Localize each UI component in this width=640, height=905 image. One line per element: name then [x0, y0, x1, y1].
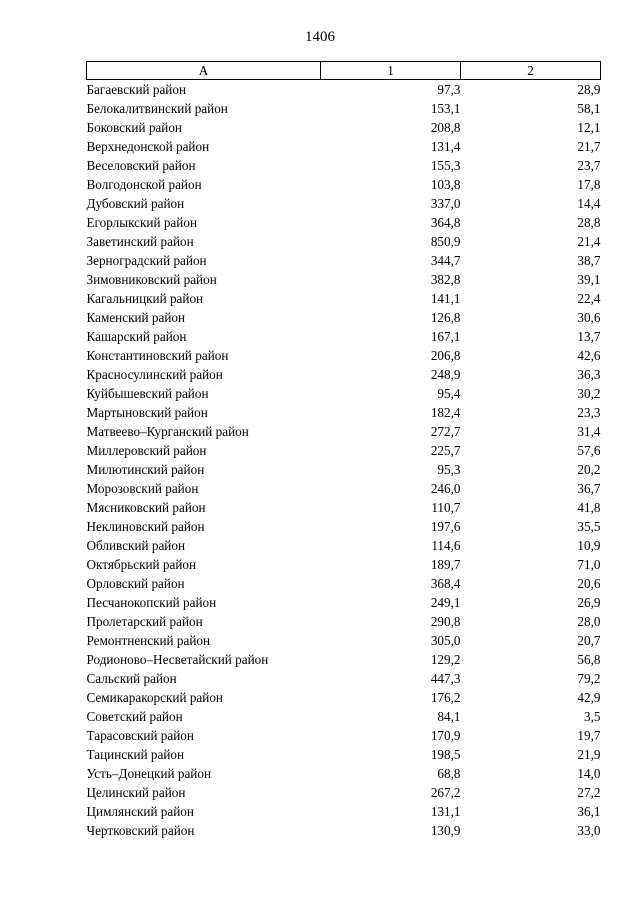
district-name-cell: Сальский район	[86, 671, 177, 686]
district-name-cell: Орловский район	[86, 576, 185, 591]
district-name-cell: Заветинский район	[86, 234, 194, 249]
value-1-cell: 114,6	[431, 538, 461, 553]
district-name-cell: Октябрьский район	[86, 557, 197, 572]
value-1-cell: 305,0	[430, 633, 461, 648]
district-name-cell: Тацинский район	[86, 747, 185, 762]
table-row	[87, 745, 601, 764]
table-row	[87, 479, 601, 498]
table-row	[87, 726, 601, 745]
value-2-cell: 38,7	[577, 253, 601, 268]
value-2-cell: 39,1	[577, 272, 601, 287]
value-1-cell: 368,4	[430, 576, 461, 591]
value-1-cell: 176,2	[430, 690, 461, 705]
value-2-cell: 56,8	[577, 652, 601, 667]
value-2-cell: 3,5	[584, 709, 601, 724]
table-row	[87, 270, 601, 289]
table-row	[87, 403, 601, 422]
value-2-cell: 58,1	[577, 101, 601, 116]
district-table	[86, 61, 601, 840]
value-1-cell: 129,2	[430, 652, 461, 667]
table-row	[87, 80, 601, 100]
value-1-cell: 198,5	[430, 747, 461, 762]
value-1-cell: 267,2	[430, 785, 461, 800]
district-name-cell: Кагальницкий район	[86, 291, 204, 306]
value-2-cell: 20,2	[577, 462, 601, 477]
column-header-a: А	[87, 62, 321, 80]
value-2-cell: 20,7	[577, 633, 601, 648]
value-1-cell: 97,3	[437, 82, 461, 97]
column-header-1: 1	[321, 62, 461, 80]
district-name-cell: Мясниковский район	[86, 500, 206, 515]
district-name-cell: Красносулинский район	[86, 367, 223, 382]
table-row	[87, 441, 601, 460]
district-name-cell: Кашарский район	[86, 329, 187, 344]
district-name-cell: Семикаракорский район	[86, 690, 223, 705]
value-2-cell: 79,2	[577, 671, 601, 686]
value-1-cell: 364,8	[430, 215, 461, 230]
value-1-cell: 337,0	[430, 196, 461, 211]
table-row	[87, 99, 601, 118]
value-1-cell: 110,7	[431, 500, 461, 515]
table-row	[87, 137, 601, 156]
value-2-cell: 36,1	[577, 804, 601, 819]
table-row	[87, 802, 601, 821]
district-name-cell: Песчанокопский район	[86, 595, 217, 610]
table-row	[87, 460, 601, 479]
district-name-cell: Зерноградский район	[86, 253, 207, 268]
value-2-cell: 27,2	[577, 785, 601, 800]
district-name-cell: Милютинский район	[86, 462, 205, 477]
value-1-cell: 170,9	[430, 728, 461, 743]
table-header-row	[87, 62, 601, 80]
column-header-2: 2	[461, 62, 601, 80]
table-body	[87, 80, 601, 841]
table-row	[87, 118, 601, 137]
district-name-cell: Родионово–Несветайский район	[86, 652, 269, 667]
table-row	[87, 308, 601, 327]
value-1-cell: 68,8	[437, 766, 461, 781]
value-1-cell: 246,0	[430, 481, 461, 496]
value-2-cell: 17,8	[577, 177, 601, 192]
value-1-cell: 131,4	[430, 139, 461, 154]
table-row	[87, 498, 601, 517]
table-row	[87, 688, 601, 707]
district-name-cell: Матвеево–Курганский район	[86, 424, 249, 439]
value-1-cell: 130,9	[430, 823, 461, 838]
value-2-cell: 57,6	[577, 443, 601, 458]
table-row	[87, 289, 601, 308]
value-2-cell: 33,0	[577, 823, 601, 838]
value-2-cell: 21,7	[577, 139, 601, 154]
value-1-cell: 153,1	[430, 101, 461, 116]
table-row	[87, 764, 601, 783]
table-row	[87, 251, 601, 270]
value-1-cell: 84,1	[437, 709, 461, 724]
district-name-cell: Мартыновский район	[86, 405, 208, 420]
value-2-cell: 14,4	[577, 196, 601, 211]
value-2-cell: 20,6	[577, 576, 601, 591]
value-1-cell: 248,9	[430, 367, 461, 382]
value-1-cell: 95,3	[437, 462, 461, 477]
district-name-cell: Неклиновский район	[86, 519, 205, 534]
district-name-cell: Константиновский район	[86, 348, 229, 363]
district-name-cell: Обливский район	[86, 538, 186, 553]
value-1-cell: 447,3	[430, 671, 461, 686]
value-2-cell: 28,8	[577, 215, 601, 230]
value-1-cell: 225,7	[430, 443, 461, 458]
page-number: 1406	[305, 29, 335, 45]
table-row	[87, 783, 601, 802]
district-name-cell: Боковский район	[86, 120, 182, 135]
value-2-cell: 71,0	[577, 557, 601, 572]
value-2-cell: 14,0	[577, 766, 601, 781]
table-row	[87, 574, 601, 593]
district-name-cell: Белокалитвинский район	[86, 101, 228, 116]
table-row	[87, 156, 601, 175]
value-2-cell: 28,9	[577, 82, 601, 97]
value-2-cell: 30,2	[577, 386, 601, 401]
table-row	[87, 232, 601, 251]
value-2-cell: 28,0	[577, 614, 601, 629]
value-2-cell: 22,4	[577, 291, 601, 306]
district-name-cell: Зимовниковский район	[86, 272, 217, 287]
value-1-cell: 382,8	[430, 272, 461, 287]
value-2-cell: 12,1	[577, 120, 601, 135]
table-row	[87, 536, 601, 555]
value-2-cell: 23,7	[577, 158, 601, 173]
value-1-cell: 850,9	[430, 234, 461, 249]
district-name-cell: Морозовский район	[86, 481, 199, 496]
value-1-cell: 103,8	[430, 177, 461, 192]
value-1-cell: 126,8	[430, 310, 461, 325]
district-name-cell: Веселовский район	[86, 158, 196, 173]
table-row	[87, 346, 601, 365]
table-row	[87, 517, 601, 536]
district-name-cell: Цимлянский район	[86, 804, 194, 819]
table-row	[87, 555, 601, 574]
table-row	[87, 384, 601, 403]
table-row	[87, 821, 601, 840]
value-1-cell: 167,1	[430, 329, 461, 344]
district-name-cell: Каменский район	[86, 310, 186, 325]
district-name-cell: Верхнедонской район	[86, 139, 210, 154]
table-row	[87, 365, 601, 384]
district-name-cell: Дубовский район	[86, 196, 185, 211]
value-1-cell: 208,8	[430, 120, 461, 135]
district-name-cell: Тарасовский район	[86, 728, 194, 743]
value-2-cell: 36,7	[577, 481, 601, 496]
value-2-cell: 19,7	[577, 728, 601, 743]
value-2-cell: 36,3	[577, 367, 601, 382]
value-1-cell: 131,1	[430, 804, 461, 819]
table-row	[87, 194, 601, 213]
value-2-cell: 21,9	[577, 747, 601, 762]
table-row	[87, 650, 601, 669]
district-name-cell: Целинский район	[86, 785, 186, 800]
district-name-cell: Волгодонской район	[86, 177, 202, 192]
value-1-cell: 95,4	[437, 386, 461, 401]
value-2-cell: 42,6	[577, 348, 601, 363]
district-name-cell: Егорлыкский район	[86, 215, 197, 230]
value-2-cell: 42,9	[577, 690, 601, 705]
value-1-cell: 197,6	[430, 519, 461, 534]
value-2-cell: 41,8	[577, 500, 601, 515]
district-name-cell: Пролетарский район	[86, 614, 203, 629]
table-row	[87, 669, 601, 688]
table-row	[87, 422, 601, 441]
value-2-cell: 10,9	[577, 538, 601, 553]
district-name-cell: Усть–Донецкий район	[86, 766, 212, 781]
value-1-cell: 272,7	[430, 424, 461, 439]
value-1-cell: 141,1	[430, 291, 461, 306]
value-1-cell: 155,3	[430, 158, 461, 173]
table-row	[87, 631, 601, 650]
value-2-cell: 13,7	[577, 329, 601, 344]
value-2-cell: 31,4	[577, 424, 601, 439]
value-2-cell: 35,5	[577, 519, 601, 534]
value-1-cell: 206,8	[430, 348, 461, 363]
table-row	[87, 593, 601, 612]
district-name-cell: Чертковский район	[86, 823, 195, 838]
table-row	[87, 612, 601, 631]
table-row	[87, 327, 601, 346]
district-name-cell: Миллеровский район	[86, 443, 207, 458]
value-1-cell: 344,7	[430, 253, 461, 268]
district-name-cell: Багаевский район	[86, 82, 187, 97]
value-2-cell: 23,3	[577, 405, 601, 420]
district-name-cell: Советский район	[86, 709, 183, 724]
value-1-cell: 290,8	[430, 614, 461, 629]
value-1-cell: 182,4	[430, 405, 461, 420]
table-row	[87, 213, 601, 232]
table-row	[87, 707, 601, 726]
value-1-cell: 249,1	[430, 595, 461, 610]
value-2-cell: 30,6	[577, 310, 601, 325]
value-1-cell: 189,7	[430, 557, 461, 572]
value-2-cell: 26,9	[577, 595, 601, 610]
district-name-cell: Куйбышевский район	[86, 386, 209, 401]
value-2-cell: 21,4	[577, 234, 601, 249]
table-row	[87, 175, 601, 194]
district-name-cell: Ремонтненский район	[86, 633, 211, 648]
